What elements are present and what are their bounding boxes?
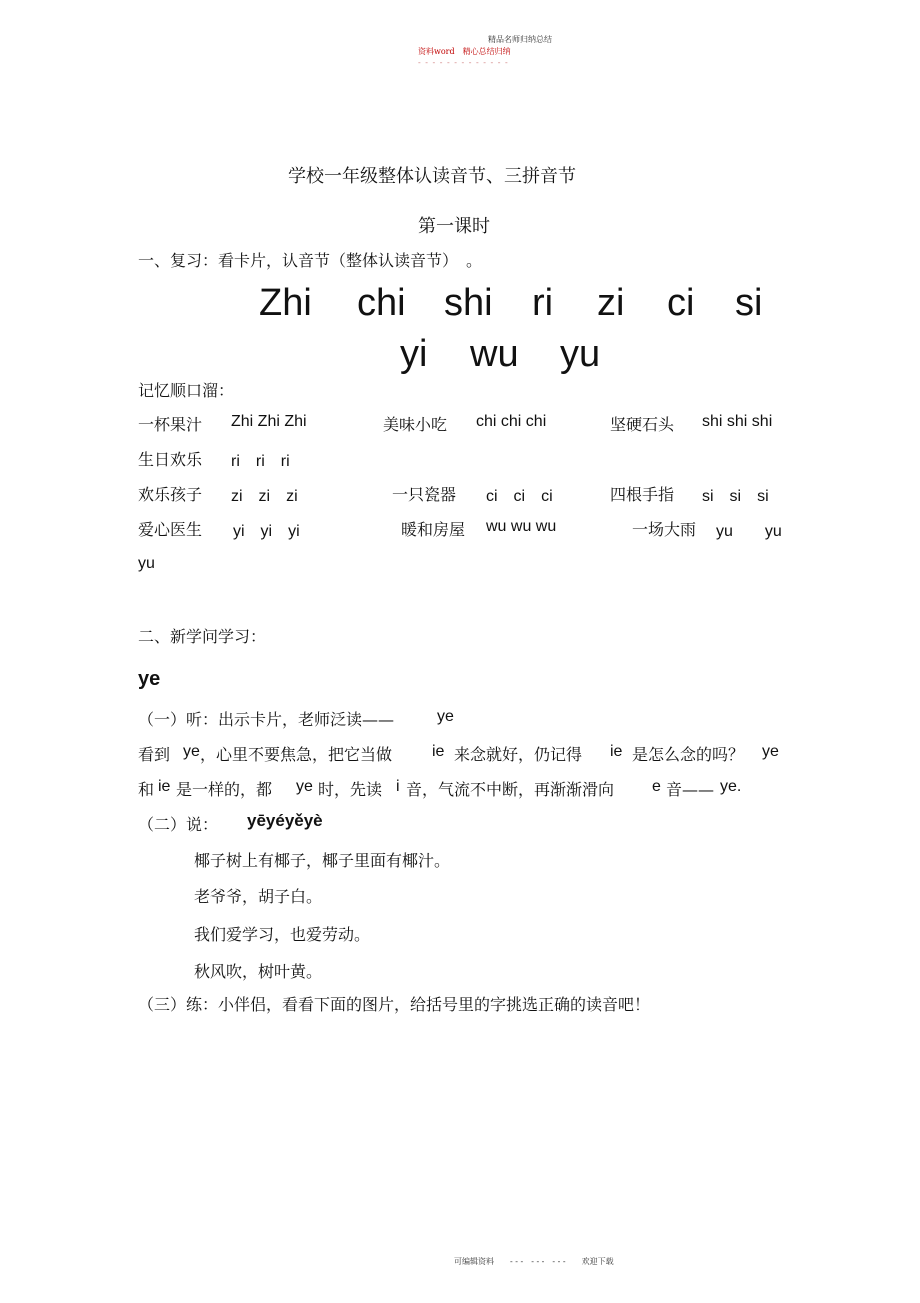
rhyme-pinyin: ri ri ri [231,453,290,470]
rhyme-pinyin: Zhi Zhi Zhi [231,413,307,430]
sentence: 椰子树上有椰子，椰子里面有椰汁。 [194,851,451,870]
rhyme-cn: 暖和房屋 [401,520,466,539]
syllable-si: si [735,282,763,324]
rhyme-cn: 生日欢乐 [138,450,203,469]
new-lesson-heading: 二、新学问学习： [138,627,267,646]
rhyme-heading: 记忆顺口溜： [138,381,235,400]
rhyme-cn: 一只瓷器 [392,485,457,504]
listen-pinyin: ye [437,708,454,725]
rhyme-cn: 爱心医生 [138,520,203,539]
sentence: 我们爱学习，也爱劳动。 [194,925,371,944]
para-pinyin: i [396,778,400,795]
syllable-yu: yu [560,333,601,375]
para-text: ，心里不要焦急，把它当做 [200,745,393,764]
listen-label: （一）听：出示卡片，老师泛读—— [138,710,395,729]
rhyme-cn: 欢乐孩子 [138,485,203,504]
page-title: 学校一年级整体认读音节、三拼音节 [288,166,576,187]
rhyme-pinyin: wu wu wu [486,518,557,535]
para-text: 时，先读 [318,780,383,799]
syllable-chi: chi [357,282,406,324]
rhyme-pinyin: yi yi yi [233,523,300,540]
para-text: 是怎么念的吗？ [632,745,745,764]
sentence: 老爷爷，胡子白。 [194,887,323,906]
rhyme-pinyin: zi zi zi [231,488,298,505]
rhyme-cn: 坚硬石头 [610,415,675,434]
page-footer: 可编辑资料 - - - - - - - - - 欢迎下载 [454,1257,614,1266]
para-text: 和 [138,780,155,799]
rhyme-pinyin: chi chi chi [476,413,547,430]
sentence: 秋风吹，树叶黄。 [194,962,323,981]
header-note: 精品名师归纳总结 [488,35,552,44]
para-pinyin: ie [432,743,445,760]
rhyme-tail: yu [138,555,155,572]
para-pinyin: ye. [720,778,742,795]
syllable-shi: shi [444,282,493,324]
rhyme-pinyin: shi shi shi [702,413,773,430]
speak-label: （二）说： [138,815,219,834]
para-pinyin: ye [183,743,200,760]
tone-pinyin: yēyéyěyè [247,811,323,830]
para-text: 是一样的，都 [176,780,273,799]
practice-text: （三）练：小伴侣，看看下面的图片，给括号里的字挑选正确的读音吧！ [138,995,651,1014]
focus-syllable: ye [138,668,161,690]
syllable-ci: ci [667,282,695,324]
para-pinyin: e [652,778,661,795]
rhyme-cn: 四根手指 [610,485,675,504]
syllable-zi: zi [597,282,625,324]
para-pinyin: ye [296,778,313,795]
rhyme-pinyin: si si si [702,488,769,505]
rhyme-cn: 一场大雨 [632,520,697,539]
syllable-wu: wu [470,333,519,375]
header-dashes: - - - - - - - - - - - - - [418,58,509,67]
para-text: 音，气流不中断，再渐渐滑向 [406,780,615,799]
para-pinyin: ie [158,778,171,795]
para-text: 看到 [138,745,171,764]
para-text: 来念就好，仍记得 [454,745,583,764]
rhyme-pinyin: ci ci ci [486,488,553,505]
header-red-note: 资料word 精心总结归纳 [418,47,511,56]
review-heading: 一、复习：看卡片，认音节（整体认读音节） 。 [138,251,483,270]
para-text: 音—— [666,780,715,799]
rhyme-pinyin: yu yu [716,523,782,540]
rhyme-cn: 一杯果汁 [138,415,203,434]
syllable-ri: ri [532,282,554,324]
syllable-yi: yi [400,333,428,375]
rhyme-cn: 美味小吃 [383,415,448,434]
syllable-zhi: Zhi [259,282,312,324]
para-pinyin: ye [762,743,779,760]
lesson-subtitle: 第一课时 [418,216,490,237]
para-pinyin: ie [610,743,623,760]
